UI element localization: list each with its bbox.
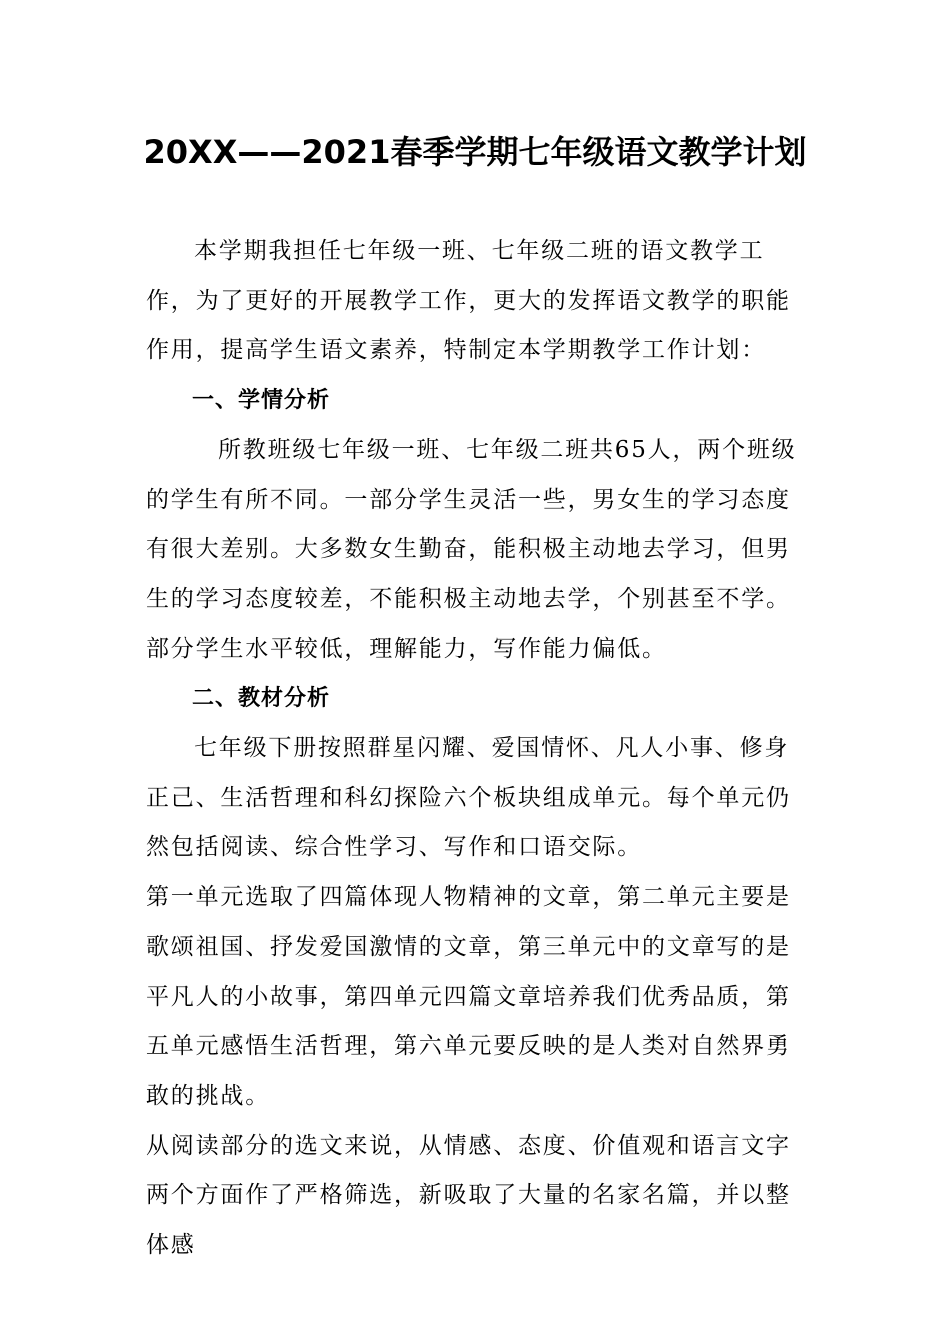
document-title: 20XX——2021春季学期七年级语文教学计划 bbox=[143, 133, 807, 171]
textbook-analysis-paragraph: 七年级下册按照群星闪耀、爱国情怀、凡人小事、修身正己、生活哲理和科幻探险六个板块组成单元。每个单元仍然包括阅读、综合性学习、写作和口语交际。 bbox=[146, 735, 791, 861]
section-heading-student-analysis: 一、学情分析 bbox=[192, 388, 331, 414]
student-analysis-paragraph: 所教班级七年级一班、七年级二班共65人，两个班级的学生有所不同。一部分学生灵活一些，男女生的学习态度有很大差别。大多数女生勤奋，能积极主动地去学习，但男生的学习态度较差，不能积极主动地去学，个别甚至不学。部分学生水平较低，理解能力，写作能力偏低。 bbox=[146, 436, 797, 662]
reading-selection-paragraph: 从阅读部分的选文来说，从情感、态度、价值观和语言文字两个方面作了严格筛选，新吸取了大量的名家名篇，并以整体感 bbox=[146, 1132, 791, 1259]
intro-paragraph: 本学期我担任七年级一班、七年级二班的语文教学工作，为了更好的开展教学工作，更大的发挥语文教学的职能作用，提高学生语文素养，特制定本学期教学工作计划： bbox=[146, 238, 791, 364]
section-heading-textbook-analysis: 二、教材分析 bbox=[192, 686, 331, 712]
document-body bbox=[146, 227, 806, 1271]
unit-overview-paragraph: 第一单元选取了四篇体现人物精神的文章，第二单元主要是歌颂祖国、抒发爱国激情的文章，第三单元中的文章写的是平凡人的小故事，第四单元四篇文章培养我们优秀品质，第五单元感悟生活哲理，第六单元要反映的是人类对自然界勇敢的挑战。 bbox=[146, 884, 791, 1109]
